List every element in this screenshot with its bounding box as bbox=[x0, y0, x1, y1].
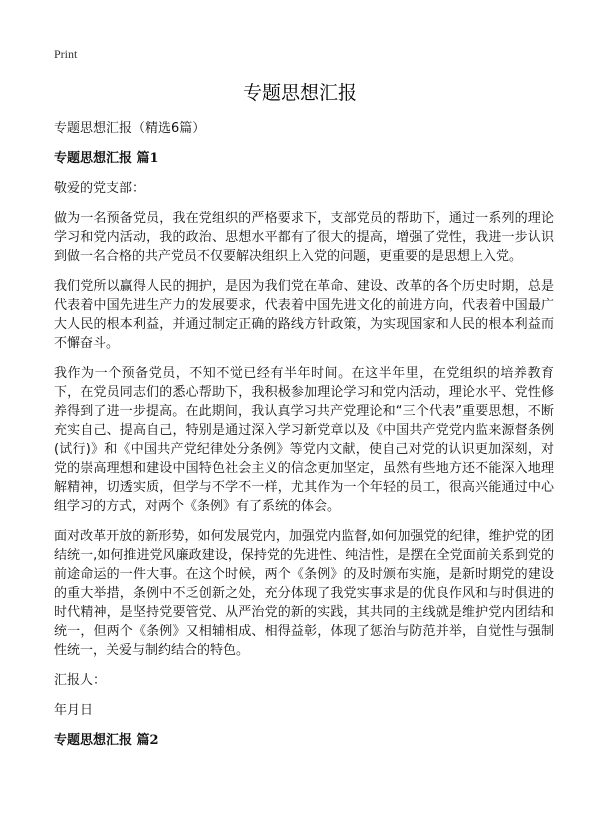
salutation: 敬爱的党支部： bbox=[54, 181, 146, 196]
document-subtitle: 专题思想汇报（精选6篇） bbox=[54, 121, 206, 136]
date-label: 年月日 bbox=[54, 703, 94, 718]
paragraph-2: 我们党所以赢得人民的拥护，是因为我们党在革命、建设、改革的各个历史时期，总是代表着中国先进生产力的发展要求，代表着中国先进文化的前进方向，代表着中国最广大人民的根本利益，并通过制定正确的路线方针政策，为实现国家和人民的根本利益而不懈奋斗。 bbox=[54, 279, 554, 351]
reporter-label: 汇报人： bbox=[54, 673, 107, 688]
paragraph-3: 我作为一个预备党员，不知不觉已经有半年时间。在这半年里，在党组织的培养教育下，在党员同志们的悉心帮助下，我积极参加理论学习和党内活动，理论水平、党性修养得到了进一步提高。在此期间，我认真学习共产党理论和“三个代表”重要思想，不断充实自己、提高自己，特别是通过深入学习新党章以及《中国共产党党内监来源督条例(试行)》和《中国共产党纪律处分条例》等党内文献，使自己对党的认识更加深刻，对党的崇高理想和建设中国特色社会主义的信念更加坚定，虽然有些地方还不能深入地理解精神，切透实质，但学与不学不一样，尤其作为一个年轻的员工，很高兴能通过中心组学习的方式，对两个《条例》有了系统的体会。 bbox=[54, 366, 554, 514]
document-body bbox=[54, 119, 554, 761]
paragraph-1: 做为一名预备党员，我在党组织的严格要求下，支部党员的帮助下，通过一系列的理论学习和党内活动，我的政治、思想水平都有了很大的提高，增强了党性，我进一步认识到做一名合格的共产党员不仅要解决组织上入党的问题，更重要的是思想上入党。 bbox=[54, 211, 554, 264]
section-heading-1: 专题思想汇报 篇1 bbox=[54, 151, 159, 166]
paragraph-4: 面对改革开放的新形势，如何发展党内，加强党内监督,如何加强党的纪律，维护党的团结统一,如何推进党风廉政建设，保持党的先进性、纯洁性，是摆在全党面前关系到党的前途命运的一件大事。在这个时候，两个《条例》的及时颁布实施，是新时期党的建设的重大举措，条例中不乏创新之处，充分体现了我党实事求是的优良作风和与时俱进的时代精神，是坚持党要管党、从严治党的新的实践，其共同的主线就是维护党内团结和统一，但两个《条例》又相辅相成、相得益彰，体现了惩治与防范并举，自觉性与强制性统一，关爱与制约结合的特色。 bbox=[54, 529, 554, 658]
page-title: 专题思想汇报 bbox=[242, 82, 357, 104]
section-heading-2: 专题思想汇报 篇2 bbox=[54, 733, 159, 748]
print-link[interactable]: Print bbox=[54, 47, 78, 61]
